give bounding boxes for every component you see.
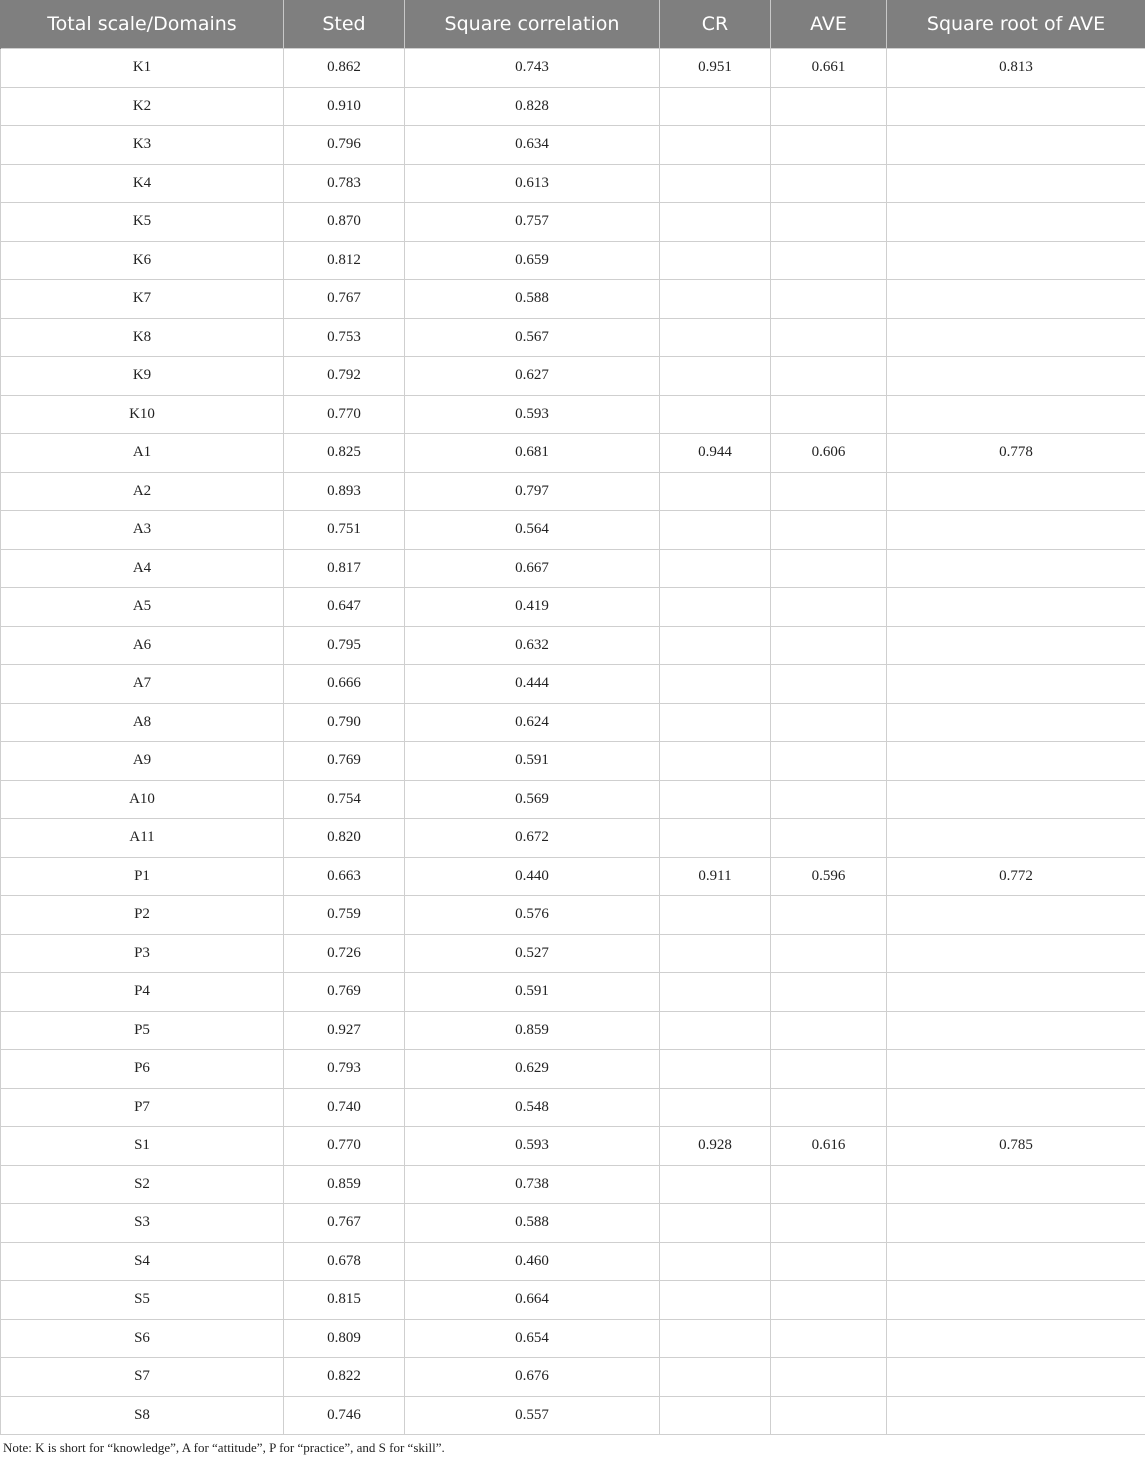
header-sqrt-ave: Square root of AVE — [887, 0, 1145, 49]
cell-item: A4 — [1, 549, 284, 588]
cell-cr — [660, 1281, 771, 1320]
table-row — [1, 549, 1145, 588]
cell-sqrt-ave: 0.772 — [887, 857, 1145, 896]
cell-item: P2 — [1, 896, 284, 935]
cell-sted: 0.792 — [284, 357, 405, 396]
cell-sted: 0.770 — [284, 1127, 405, 1166]
cell-square-correlation: 0.659 — [405, 241, 660, 280]
table-row — [1, 1088, 1145, 1127]
cell-ave — [771, 472, 887, 511]
cell-square-correlation: 0.564 — [405, 511, 660, 550]
cell-sted: 0.809 — [284, 1319, 405, 1358]
cell-ave — [771, 665, 887, 704]
cell-cr — [660, 626, 771, 665]
cell-ave — [771, 1319, 887, 1358]
cell-item: K4 — [1, 164, 284, 203]
table-row — [1, 472, 1145, 511]
table-row — [1, 1204, 1145, 1243]
cell-ave — [771, 164, 887, 203]
cell-sqrt-ave — [887, 819, 1145, 858]
cell-sqrt-ave — [887, 1204, 1145, 1243]
cell-cr — [660, 934, 771, 973]
cell-sted: 0.767 — [284, 1204, 405, 1243]
cell-cr — [660, 280, 771, 319]
cell-sted: 0.783 — [284, 164, 405, 203]
cell-square-correlation: 0.613 — [405, 164, 660, 203]
table-row — [1, 1011, 1145, 1050]
cell-square-correlation: 0.859 — [405, 1011, 660, 1050]
cell-sted: 0.790 — [284, 703, 405, 742]
cell-item: A7 — [1, 665, 284, 704]
cell-item: A1 — [1, 434, 284, 473]
cell-ave — [771, 1050, 887, 1089]
cell-ave — [771, 780, 887, 819]
table-row — [1, 1319, 1145, 1358]
cell-cr — [660, 1011, 771, 1050]
cell-item: A3 — [1, 511, 284, 550]
header-ave: AVE — [771, 0, 887, 49]
cell-item: A2 — [1, 472, 284, 511]
table-row — [1, 934, 1145, 973]
cell-sted: 0.753 — [284, 318, 405, 357]
cell-sqrt-ave — [887, 1396, 1145, 1435]
table-row — [1, 280, 1145, 319]
cell-ave — [771, 1358, 887, 1397]
cell-square-correlation: 0.576 — [405, 896, 660, 935]
cell-square-correlation: 0.627 — [405, 357, 660, 396]
cell-square-correlation: 0.828 — [405, 87, 660, 126]
cell-ave — [771, 973, 887, 1012]
cell-square-correlation: 0.738 — [405, 1165, 660, 1204]
cell-ave — [771, 1242, 887, 1281]
cell-ave — [771, 126, 887, 165]
cell-ave — [771, 203, 887, 242]
cell-cr — [660, 241, 771, 280]
table-row — [1, 742, 1145, 781]
cell-sted: 0.817 — [284, 549, 405, 588]
cell-cr — [660, 126, 771, 165]
cell-square-correlation: 0.440 — [405, 857, 660, 896]
cell-square-correlation: 0.743 — [405, 49, 660, 88]
table-note: Note: K is short for “knowledge”, A for “attitude”, P for “practice”, and S for “skill”. — [3, 1440, 445, 1455]
cell-sted: 0.754 — [284, 780, 405, 819]
cell-item: A9 — [1, 742, 284, 781]
cell-item: A6 — [1, 626, 284, 665]
table-row — [1, 164, 1145, 203]
cell-sted: 0.767 — [284, 280, 405, 319]
table-row — [1, 665, 1145, 704]
cell-sted: 0.893 — [284, 472, 405, 511]
cell-sqrt-ave — [887, 1011, 1145, 1050]
cell-cr — [660, 318, 771, 357]
cell-sted: 0.740 — [284, 1088, 405, 1127]
cell-cr: 0.944 — [660, 434, 771, 473]
cell-sqrt-ave — [887, 241, 1145, 280]
cell-square-correlation: 0.588 — [405, 280, 660, 319]
cell-ave — [771, 395, 887, 434]
cell-sted: 0.746 — [284, 1396, 405, 1435]
cell-cr — [660, 819, 771, 858]
table-header — [1, 0, 1145, 49]
cell-item: K7 — [1, 280, 284, 319]
cell-sqrt-ave — [887, 357, 1145, 396]
cell-cr — [660, 357, 771, 396]
cell-item: K5 — [1, 203, 284, 242]
cell-sqrt-ave — [887, 87, 1145, 126]
cell-ave — [771, 896, 887, 935]
cell-cr — [660, 1358, 771, 1397]
cell-ave — [771, 318, 887, 357]
cell-cr — [660, 973, 771, 1012]
cell-cr — [660, 1088, 771, 1127]
cell-sqrt-ave — [887, 549, 1145, 588]
cell-item: S1 — [1, 1127, 284, 1166]
cell-item: A8 — [1, 703, 284, 742]
cell-sted: 0.825 — [284, 434, 405, 473]
table-row — [1, 703, 1145, 742]
cell-sqrt-ave — [887, 896, 1145, 935]
cell-sqrt-ave — [887, 395, 1145, 434]
cell-ave — [771, 1204, 887, 1243]
cell-ave — [771, 87, 887, 126]
cell-ave — [771, 1088, 887, 1127]
cell-sqrt-ave — [887, 626, 1145, 665]
cell-square-correlation: 0.624 — [405, 703, 660, 742]
table-row — [1, 1165, 1145, 1204]
cell-cr — [660, 665, 771, 704]
cell-sted: 0.769 — [284, 973, 405, 1012]
cell-square-correlation: 0.527 — [405, 934, 660, 973]
cell-square-correlation: 0.664 — [405, 1281, 660, 1320]
cell-cr — [660, 742, 771, 781]
cell-sqrt-ave — [887, 318, 1145, 357]
cell-ave — [771, 626, 887, 665]
cell-item: P1 — [1, 857, 284, 896]
cell-sqrt-ave — [887, 280, 1145, 319]
cell-sqrt-ave — [887, 742, 1145, 781]
cell-sqrt-ave — [887, 588, 1145, 627]
cell-cr — [660, 588, 771, 627]
cell-sqrt-ave — [887, 780, 1145, 819]
cell-sqrt-ave — [887, 973, 1145, 1012]
cell-item: P5 — [1, 1011, 284, 1050]
cell-sqrt-ave — [887, 472, 1145, 511]
cell-square-correlation: 0.667 — [405, 549, 660, 588]
cell-cr — [660, 780, 771, 819]
cell-item: A11 — [1, 819, 284, 858]
cell-item: S5 — [1, 1281, 284, 1320]
cell-item: S2 — [1, 1165, 284, 1204]
cell-cr — [660, 1319, 771, 1358]
cell-sqrt-ave: 0.813 — [887, 49, 1145, 88]
cell-item: S8 — [1, 1396, 284, 1435]
table-row — [1, 626, 1145, 665]
table-row — [1, 126, 1145, 165]
cell-cr: 0.911 — [660, 857, 771, 896]
cell-item: S7 — [1, 1358, 284, 1397]
cell-sqrt-ave — [887, 1165, 1145, 1204]
cell-ave — [771, 1396, 887, 1435]
cell-sted: 0.666 — [284, 665, 405, 704]
cell-square-correlation: 0.676 — [405, 1358, 660, 1397]
cell-cr — [660, 703, 771, 742]
cell-item: P6 — [1, 1050, 284, 1089]
table-row — [1, 896, 1145, 935]
cell-sted: 0.770 — [284, 395, 405, 434]
cell-sqrt-ave — [887, 934, 1145, 973]
table-row — [1, 1127, 1145, 1166]
header-sted: Sted — [284, 0, 405, 49]
table-row — [1, 318, 1145, 357]
cell-cr: 0.951 — [660, 49, 771, 88]
cell-square-correlation: 0.634 — [405, 126, 660, 165]
cell-sqrt-ave — [887, 1088, 1145, 1127]
cell-cr — [660, 395, 771, 434]
table-row — [1, 973, 1145, 1012]
cell-sqrt-ave — [887, 1358, 1145, 1397]
cell-sted: 0.822 — [284, 1358, 405, 1397]
cell-ave — [771, 241, 887, 280]
table-row — [1, 434, 1145, 473]
cell-item: S6 — [1, 1319, 284, 1358]
cell-sted: 0.812 — [284, 241, 405, 280]
table-row — [1, 395, 1145, 434]
cell-sqrt-ave: 0.785 — [887, 1127, 1145, 1166]
cell-cr — [660, 1242, 771, 1281]
cell-sted: 0.927 — [284, 1011, 405, 1050]
header-cr: CR — [660, 0, 771, 49]
cell-item: K8 — [1, 318, 284, 357]
header-square-correlation: Square correlation — [405, 0, 660, 49]
cell-sted: 0.769 — [284, 742, 405, 781]
cell-ave — [771, 280, 887, 319]
cell-sted: 0.795 — [284, 626, 405, 665]
table-row — [1, 357, 1145, 396]
cell-item: K10 — [1, 395, 284, 434]
cell-square-correlation: 0.460 — [405, 1242, 660, 1281]
cell-ave — [771, 1281, 887, 1320]
cell-ave — [771, 1011, 887, 1050]
table-row — [1, 511, 1145, 550]
header-domains: Total scale/Domains — [1, 0, 284, 49]
cell-sted: 0.647 — [284, 588, 405, 627]
cell-item: A5 — [1, 588, 284, 627]
cell-ave — [771, 511, 887, 550]
cell-square-correlation: 0.681 — [405, 434, 660, 473]
table-row — [1, 1281, 1145, 1320]
cell-item: P4 — [1, 973, 284, 1012]
table-row — [1, 49, 1145, 88]
cell-ave: 0.596 — [771, 857, 887, 896]
cell-square-correlation: 0.444 — [405, 665, 660, 704]
cell-ave — [771, 703, 887, 742]
cell-square-correlation: 0.593 — [405, 1127, 660, 1166]
cell-item: P7 — [1, 1088, 284, 1127]
cell-ave: 0.616 — [771, 1127, 887, 1166]
cell-item: S3 — [1, 1204, 284, 1243]
table-row — [1, 1396, 1145, 1435]
cell-square-correlation: 0.569 — [405, 780, 660, 819]
cell-sted: 0.759 — [284, 896, 405, 935]
cell-cr — [660, 87, 771, 126]
cell-square-correlation: 0.419 — [405, 588, 660, 627]
cell-sqrt-ave — [887, 665, 1145, 704]
cell-cr — [660, 1165, 771, 1204]
cell-sqrt-ave — [887, 703, 1145, 742]
table-row — [1, 819, 1145, 858]
cell-sqrt-ave — [887, 164, 1145, 203]
cell-square-correlation: 0.629 — [405, 1050, 660, 1089]
table-row — [1, 857, 1145, 896]
cell-sted: 0.815 — [284, 1281, 405, 1320]
cell-cr — [660, 472, 771, 511]
table-row — [1, 87, 1145, 126]
cell-sted: 0.820 — [284, 819, 405, 858]
cell-sted: 0.796 — [284, 126, 405, 165]
cell-square-correlation: 0.557 — [405, 1396, 660, 1435]
cell-cr — [660, 549, 771, 588]
cell-cr: 0.928 — [660, 1127, 771, 1166]
cell-cr — [660, 1050, 771, 1089]
header-row — [1, 0, 1145, 49]
cell-sted: 0.862 — [284, 49, 405, 88]
cell-square-correlation: 0.654 — [405, 1319, 660, 1358]
cell-item: K2 — [1, 87, 284, 126]
cell-square-correlation: 0.591 — [405, 973, 660, 1012]
cell-item: K3 — [1, 126, 284, 165]
cell-item: P3 — [1, 934, 284, 973]
cell-square-correlation: 0.548 — [405, 1088, 660, 1127]
table-row — [1, 780, 1145, 819]
cell-square-correlation: 0.567 — [405, 318, 660, 357]
cell-ave — [771, 934, 887, 973]
cell-sted: 0.678 — [284, 1242, 405, 1281]
cell-square-correlation: 0.593 — [405, 395, 660, 434]
table-row — [1, 1050, 1145, 1089]
cell-ave — [771, 1165, 887, 1204]
cell-item: K9 — [1, 357, 284, 396]
cell-sqrt-ave: 0.778 — [887, 434, 1145, 473]
cell-square-correlation: 0.797 — [405, 472, 660, 511]
cell-ave — [771, 588, 887, 627]
cell-square-correlation: 0.672 — [405, 819, 660, 858]
cell-sqrt-ave — [887, 203, 1145, 242]
cell-ave: 0.661 — [771, 49, 887, 88]
cell-ave: 0.606 — [771, 434, 887, 473]
cell-square-correlation: 0.632 — [405, 626, 660, 665]
cell-item: K1 — [1, 49, 284, 88]
cell-item: S4 — [1, 1242, 284, 1281]
cell-sted: 0.870 — [284, 203, 405, 242]
cell-ave — [771, 819, 887, 858]
cell-sted: 0.751 — [284, 511, 405, 550]
cell-ave — [771, 549, 887, 588]
cell-sqrt-ave — [887, 1319, 1145, 1358]
cell-sted: 0.793 — [284, 1050, 405, 1089]
cell-sted: 0.663 — [284, 857, 405, 896]
cell-sqrt-ave — [887, 1242, 1145, 1281]
cell-sted: 0.859 — [284, 1165, 405, 1204]
cell-sqrt-ave — [887, 126, 1145, 165]
cell-cr — [660, 1396, 771, 1435]
cell-square-correlation: 0.588 — [405, 1204, 660, 1243]
cell-square-correlation: 0.757 — [405, 203, 660, 242]
table-row — [1, 203, 1145, 242]
cell-sted: 0.910 — [284, 87, 405, 126]
table-body — [1, 49, 1145, 1435]
cell-ave — [771, 357, 887, 396]
table-row — [1, 588, 1145, 627]
cell-item: K6 — [1, 241, 284, 280]
cell-sqrt-ave — [887, 1281, 1145, 1320]
cell-cr — [660, 164, 771, 203]
table-row — [1, 1242, 1145, 1281]
table-row — [1, 241, 1145, 280]
cell-sqrt-ave — [887, 1050, 1145, 1089]
table-row — [1, 1358, 1145, 1397]
cell-item: A10 — [1, 780, 284, 819]
cell-sted: 0.726 — [284, 934, 405, 973]
cell-square-correlation: 0.591 — [405, 742, 660, 781]
cell-ave — [771, 742, 887, 781]
cell-cr — [660, 203, 771, 242]
cell-cr — [660, 1204, 771, 1243]
cell-cr — [660, 511, 771, 550]
cell-cr — [660, 896, 771, 935]
cell-sqrt-ave — [887, 511, 1145, 550]
